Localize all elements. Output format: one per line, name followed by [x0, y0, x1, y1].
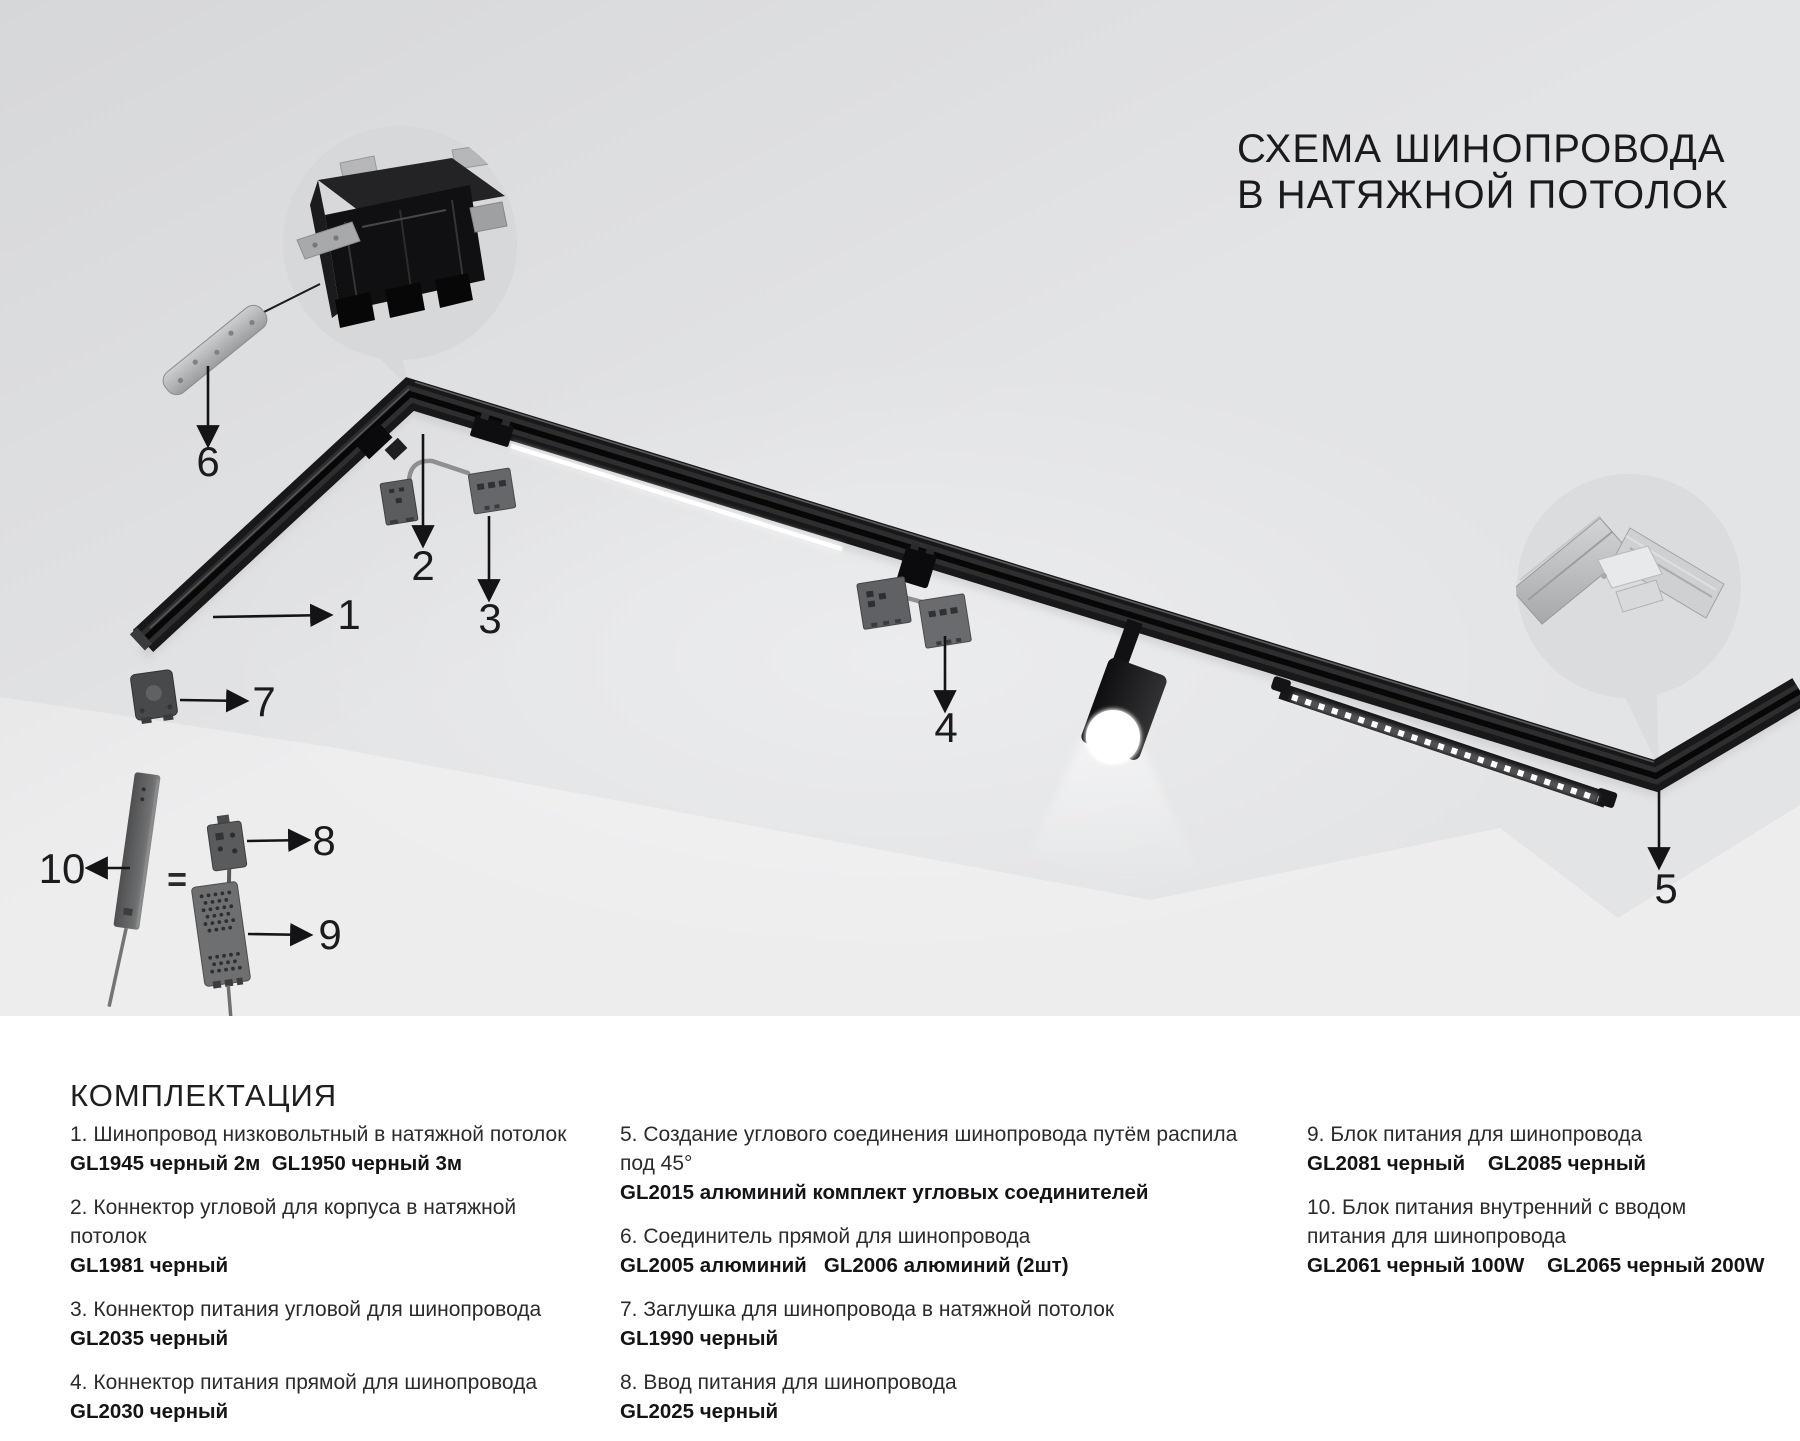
- kit-column-1: [70, 1120, 590, 1441]
- callout-label-5: 5: [1654, 865, 1678, 912]
- callout-label-4: 4: [934, 704, 958, 751]
- kit-item-codes: GL1990 черный: [620, 1327, 779, 1350]
- callout-label-10: 10: [38, 845, 86, 892]
- kit-item-name: 3. Коннектор питания угловой для шинопровода: [70, 1298, 542, 1321]
- kit-item-3: [70, 1295, 590, 1353]
- kit-item-1: [70, 1120, 590, 1178]
- callout-label-1: 1: [337, 591, 361, 638]
- kit-item-name: 4. Коннектор питания прямой для шинопровода: [70, 1371, 538, 1394]
- callout-label-7: 7: [252, 678, 276, 725]
- kit-item-codes: GL2035 черный: [70, 1327, 229, 1350]
- kit-item-name: 1. Шинопровод низковольтный в натяжной потолок: [70, 1123, 567, 1146]
- kit-item-name: 9. Блок питания для шинопровода: [1307, 1123, 1643, 1146]
- page-title-line2: В НАТЯЖНОЙ ПОТОЛОК: [1237, 173, 1729, 217]
- kit-item-name: 6. Соединитель прямой для шинопровода: [620, 1225, 1031, 1248]
- kit-item-5: [620, 1120, 1270, 1207]
- kit-item-codes: GL2061 черный 100W GL2065 черный 200W: [1307, 1254, 1765, 1277]
- kit-item-name: 5. Создание углового соединения шинопровода путём распила под 45°: [620, 1123, 1244, 1175]
- equals-sign: =: [167, 861, 187, 899]
- kit-column-3: [1307, 1120, 1767, 1295]
- callout-label-2: 2: [411, 542, 435, 589]
- callout-label-9: 9: [318, 911, 342, 958]
- kit-item-name: 8. Ввод питания для шинопровода: [620, 1371, 957, 1394]
- kit-item-8: [620, 1368, 1270, 1426]
- callout-label-6: 6: [196, 438, 220, 485]
- kit-section: [0, 1016, 1800, 1423]
- kit-column-2: [620, 1120, 1270, 1441]
- kit-item-4: [70, 1368, 590, 1426]
- callout-label-8: 8: [312, 817, 336, 864]
- kit-item-10: [1307, 1193, 1767, 1280]
- kit-item-codes: GL2030 черный: [70, 1400, 229, 1423]
- page-title-line1: СХЕМА ШИНОПРОВОДА: [1237, 127, 1726, 171]
- kit-item-codes: GL2005 алюминий GL2006 алюминий (2шт): [620, 1254, 1069, 1277]
- callout-label-3: 3: [478, 595, 502, 642]
- kit-item-2: [70, 1193, 590, 1280]
- kit-item-name: 2. Коннектор угловой для корпуса в натяжной потолок: [70, 1196, 523, 1248]
- callout-arrow-7: [180, 700, 246, 701]
- callout-arrow-9: [248, 934, 310, 935]
- kit-item-codes: GL2025 черный: [620, 1400, 779, 1423]
- page-title: [1237, 126, 1728, 218]
- kit-item-name: 7. Заглушка для шинопровода в натяжной потолок: [620, 1298, 1115, 1321]
- kit-heading: КОМПЛЕКТАЦИЯ: [70, 1078, 338, 1113]
- callout-arrow-8: [247, 840, 308, 841]
- kit-item-codes: GL1945 черный 2м GL1950 черный 3м: [70, 1152, 463, 1175]
- kit-item-codes: GL2081 черный GL2085 черный: [1307, 1152, 1646, 1175]
- end-cap: [130, 669, 179, 724]
- kit-item-9: [1307, 1120, 1767, 1178]
- kit-item-codes: GL2015 алюминий комплект угловых соединителей: [620, 1181, 1149, 1204]
- kit-item-6: [620, 1222, 1270, 1280]
- kit-item-7: [620, 1295, 1270, 1353]
- kit-item-codes: GL1981 черный: [70, 1254, 229, 1277]
- kit-item-name: 10. Блок питания внутренний с вводом питания для шинопровода: [1307, 1196, 1693, 1248]
